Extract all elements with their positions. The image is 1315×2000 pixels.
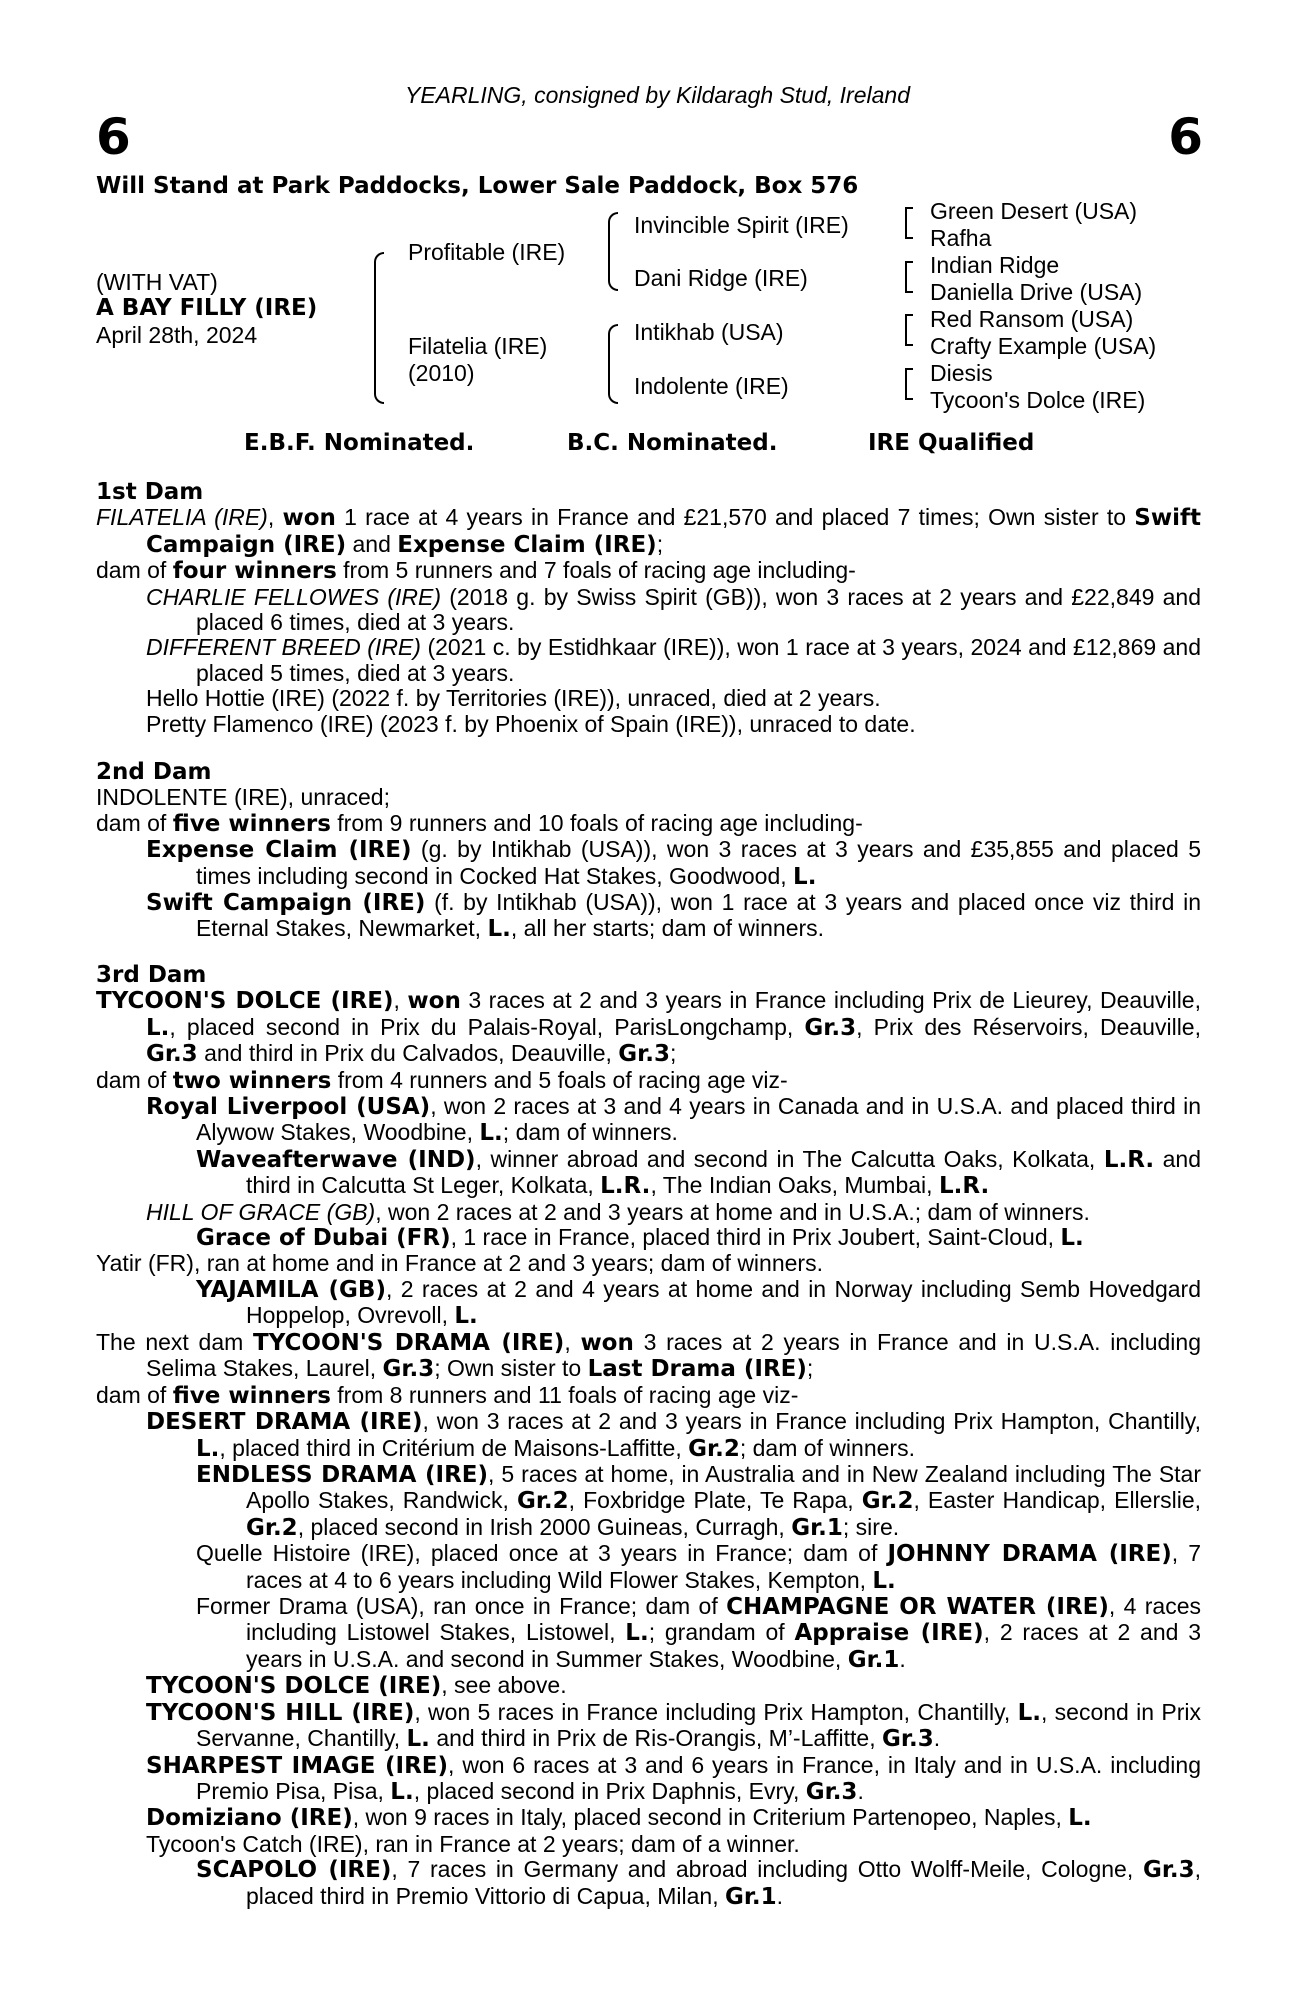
pedigree-dam-year: (2010) xyxy=(408,360,475,386)
produce-entry: Yatir (FR), ran at home and in France at 2 and 3 years; dam of winners. xyxy=(96,1250,823,1277)
produce-entry: Domiziano (IRE), won 9 races in Italy, placed second in Criterium Partenopeo, Naples, L. xyxy=(146,1804,1092,1832)
produce-entry: DIFFERENT BREED (IRE) (2021 c. by Estidhkaar (IRE)), won 1 race at 3 years, 2024 and £12,869 and placed 5 times, died at 3 years. xyxy=(146,634,1202,686)
third-dam-section xyxy=(96,963,1201,1330)
produce-entry: DESERT DRAMA (IRE), won 3 races at 2 and 3 years in France including Prix Hampton, Chantilly, L., placed third in Critérium de Maisons-Laffitte, Gr.2; dam of winners. xyxy=(146,1408,1201,1462)
pedigree-sd: Dani Ridge (IRE) xyxy=(634,265,808,291)
produce-entry: Pretty Flamenco (IRE) (2023 f. by Phoenix of Spain (IRE)), unraced to date. xyxy=(146,710,916,737)
first-dam-heading: 1st Dam xyxy=(96,479,204,505)
foaling-date: April 28th, 2024 xyxy=(96,322,258,348)
lot-number-right: 6 xyxy=(1168,108,1203,166)
produce-entry: HILL OF GRACE (GB), won 2 races at 2 and 3 years at home and in U.S.A.; dam of winners. xyxy=(146,1198,1090,1225)
lot-number-left: 6 xyxy=(96,108,131,166)
second-dam-heading: 2nd Dam xyxy=(96,759,212,785)
pedigree-dss: Red Ransom (USA) xyxy=(930,306,1134,332)
third-dam-record: TYCOON'S DOLCE (IRE), won 3 races at 2 and 3 years in France including Prix de Lieurey, Deauville, L., placed second in Prix du Palais-Royal, ParisLongchamp, Gr.3, Prix des Réservoirs, Deauville, Gr.3 and third in Prix du Calvados, Deauville, Gr.3; xyxy=(96,987,1201,1068)
pedigree-dd: Indolente (IRE) xyxy=(634,373,789,399)
pedigree-ssd: Rafha xyxy=(930,225,992,251)
produce-entry: Grace of Dubai (FR), 1 race in France, placed third in Prix Joubert, Saint-Cloud, L. xyxy=(196,1224,1084,1252)
pedigree-sire: Profitable (IRE) xyxy=(408,239,566,265)
produce-entry: Expense Claim (IRE) (g. by Intikhab (USA)), won 3 races at 3 years and £35,855 and placed 5 times including second in Cocked Hat Stakes, Goodwood, L. xyxy=(146,836,1201,890)
third-dam-heading: 3rd Dam xyxy=(96,962,207,988)
produce-entry: SHARPEST IMAGE (IRE), won 6 races at 3 and 6 years in France, in Italy and in U.S.A. including Premio Pisa, Pisa, L., placed second in Prix Daphnis, Evry, Gr.3. xyxy=(146,1751,1201,1805)
pedigree-sdd: Daniella Drive (USA) xyxy=(930,279,1143,305)
pedigree-ds: Intikhab (USA) xyxy=(634,319,784,345)
bracket-dd xyxy=(905,368,913,400)
pedigree-dam: Filatelia (IRE) xyxy=(408,333,548,359)
ebf-nomination: E.B.F. Nominated. xyxy=(244,430,475,456)
bracket-sd xyxy=(905,261,913,293)
brace-dam xyxy=(608,324,618,404)
vat-note: (WITH VAT) xyxy=(96,269,218,295)
produce-entry: SCAPOLO (IRE), 7 races in Germany and abroad including Otto Wolff-Meile, Cologne, Gr.3, placed third in Premio Vittorio di Capua, Milan, Gr.1. xyxy=(196,1856,1202,1910)
ire-qualified: IRE Qualified xyxy=(868,430,1035,456)
first-dam-section xyxy=(96,480,1201,737)
brace-main xyxy=(374,252,384,404)
produce-entry: Hello Hottie (IRE) (2022 f. by Territories (IRE)), unraced, died at 2 years. xyxy=(146,685,881,712)
next-dam-produce-summary: dam of five winners from 8 runners and 11 foals of racing age viz- xyxy=(96,1381,799,1409)
produce-entry: Former Drama (USA), ran once in France; dam of CHAMPAGNE OR WATER (IRE), 4 races including Listowel Stakes, Listowel, L.; grandam of Appraise (IRE), 2 races at 2 and 3 years in U.S.A. and second in Summer Stakes, Woodbine, Gr.1. xyxy=(196,1593,1202,1673)
consignment-line: YEARLING, consigned by Kildaragh Stud, Ireland xyxy=(404,82,910,108)
produce-entry: Quelle Histoire (IRE), placed once at 3 years in France; dam of JOHNNY DRAMA (IRE), 7 races at 4 to 6 years including Wild Flower Stakes, Kempton, L. xyxy=(196,1540,1202,1594)
second-dam-record: INDOLENTE (IRE), unraced; xyxy=(96,784,390,811)
horse-name: A BAY FILLY (IRE) xyxy=(96,295,318,321)
next-dam-record: The next dam TYCOON'S DRAMA (IRE), won 3 races at 2 years in France and in U.S.A. including Selima Stakes, Laurel, Gr.3; Own sister to Last Drama (IRE); xyxy=(96,1329,1201,1383)
produce-entry: Swift Campaign (IRE) (f. by Intikhab (USA)), won 1 race at 3 years and placed once viz third in Eternal Stakes, Newmarket, L., all her starts; dam of winners. xyxy=(146,889,1201,943)
pedigree-dsd: Crafty Example (USA) xyxy=(930,333,1157,359)
pedigree-ss: Invincible Spirit (IRE) xyxy=(634,212,849,238)
stand-location: Will Stand at Park Paddocks, Lower Sale Paddock, Box 576 xyxy=(96,173,859,199)
pedigree-sds: Indian Ridge xyxy=(930,252,1060,278)
first-dam-record: FILATELIA (IRE), won 1 race at 4 years in France and £21,570 and placed 7 times; Own sister to Swift Campaign (IRE) and Expense Claim (IRE); xyxy=(96,504,1201,558)
produce-entry: TYCOON'S HILL (IRE), won 5 races in France including Prix Hampton, Chantilly, L., second in Prix Servanne, Chantilly, L. and third in Prix de Ris-Orangis, M’-Laffitte, Gr.3. xyxy=(146,1698,1201,1753)
produce-entry: YAJAMILA (GB), 2 races at 2 and 4 years at home and in Norway including Semb Hovedgard Hoppelop, Ovrevoll, L. xyxy=(196,1275,1202,1330)
bracket-ss xyxy=(905,207,913,239)
produce-entry: CHARLIE FELLOWES (IRE) (2018 g. by Swiss Spirit (GB)), won 3 races at 2 years and £22,849 and placed 6 times, died at 3 years. xyxy=(146,583,1201,636)
bc-nomination: B.C. Nominated. xyxy=(567,430,778,456)
produce-entry: Tycoon's Catch (IRE), ran in France at 2 years; dam of a winner. xyxy=(146,1830,800,1857)
pedigree-sss: Green Desert (USA) xyxy=(930,198,1138,224)
pedigree-dds: Diesis xyxy=(930,360,993,386)
first-dam-produce-summary: dam of four winners from 5 runners and 7 foals of racing age including- xyxy=(96,557,856,585)
brace-sire xyxy=(608,212,618,291)
bracket-ds xyxy=(905,314,913,346)
produce-entry: TYCOON'S DOLCE (IRE), see above. xyxy=(146,1672,567,1700)
third-dam-produce-summary: dam of two winners from 4 runners and 5 foals of racing age viz- xyxy=(96,1066,788,1094)
produce-entry: Royal Liverpool (USA), won 2 races at 3 and 4 years in Canada and in U.S.A. and placed third in Alywow Stakes, Woodbine, L.; dam of winners. xyxy=(146,1093,1201,1147)
second-dam-produce-summary: dam of five winners from 9 runners and 10 foals of racing age including- xyxy=(96,809,863,837)
produce-entry: Waveafterwave (IND), winner abroad and second in The Calcutta Oaks, Kolkata, L.R. and third in Calcutta St Leger, Kolkata, L.R., The Indian Oaks, Mumbai, L.R. xyxy=(196,1145,1202,1200)
pedigree-ddd: Tycoon's Dolce (IRE) xyxy=(930,387,1146,413)
second-dam-section xyxy=(96,760,1201,943)
produce-entry: ENDLESS DRAMA (IRE), 5 races at home, in Australia and in New Zealand including The Star Apollo Stakes, Randwick, Gr.2, Foxbridge Plate, Te Rapa, Gr.2, Easter Handicap, Ellerslie, Gr.2, placed second in Irish 2000 Guineas, Curragh, Gr.1; sire. xyxy=(196,1461,1202,1541)
next-dam-section xyxy=(96,1330,1201,1910)
